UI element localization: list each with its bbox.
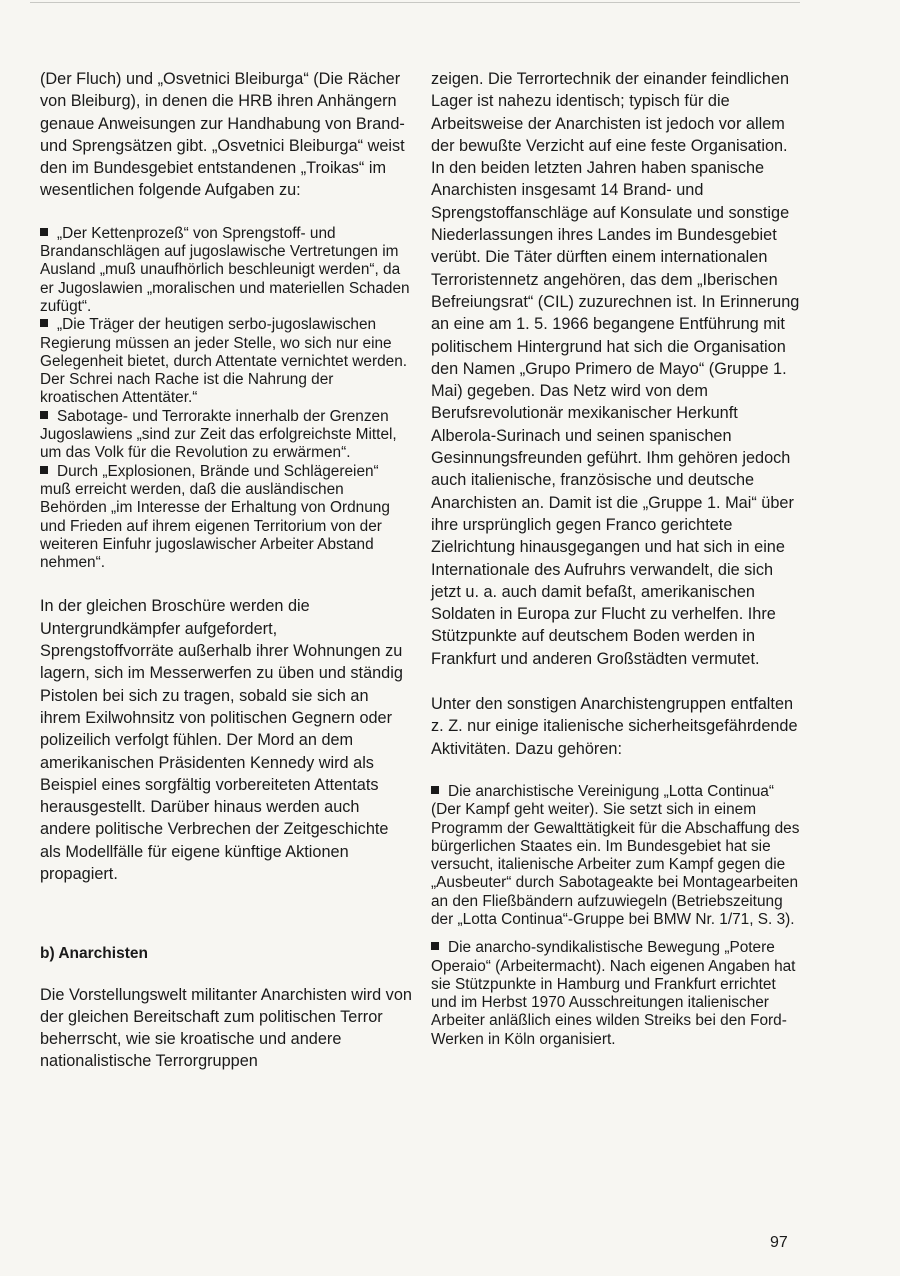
body-paragraph: Unter den sonstigen Anarchistengruppen entfalten z. Z. nur einige italienische sicherheitsgefährdende Aktivitäten. Dazu gehören:: [431, 695, 798, 758]
bullet-item: „Die Träger der heutigen serbo-jugoslawischen Regierung müssen an jeder Stelle, wo sich nur eine Gelegenheit bietet, durch Attentate vernichtet werden. Der Schrei nach Rache ist die Nahrung der kroatischen Attentäter.“: [40, 316, 408, 407]
section-heading: b) Anarchisten: [40, 945, 148, 963]
bullet-item: Die anarcho-syndikalistische Bewegung „Potere Operaio“ (Arbeitermacht). Nach eigenen Angaben hat sie Stützpunkte in Hamburg und Frankfurt errichtet und im Herbst 1970 Ausschreitungen italienischer Arbeiter anläßlich eines wilden Streiks bei den Ford-Werken in Köln organisiert.: [431, 939, 796, 1048]
intro-paragraph: (Der Fluch) und „Osvetnici Bleiburga“ (Die Rächer von Bleiburg), in denen die HRB ihren Anhängern genaue Anweisungen zur Handhabung von Brand- und Sprengsätzen gibt. „Osvetnici Bleiburga“ weist den im Bundesgebiet entstandenen „Troikas“ im wesentlichen folgende Aufgaben zu:: [40, 70, 405, 200]
bullet-item: „Der Kettenprozeß“ von Sprengstoff- und Brandanschlägen auf jugoslawische Vertretungen im Ausland „muß unaufhörlich beschleunigt werden“, da er Jugoslawien „moralischen und materiellen Schaden zufügt“.: [40, 224, 410, 315]
closing-paragraph: Die Vorstellungswelt militanter Anarchisten wird von der gleichen Bereitschaft zum politischen Terror beherrscht, wie sie kroatische und andere nationalistische Terrorgruppen: [40, 985, 412, 1071]
top-rule: [30, 2, 800, 3]
bullet-square-icon: [431, 942, 439, 950]
body-paragraph: zeigen. Die Terrortechnik der einander feindlichen Lager ist nahezu identisch; typisch für die Arbeitsweise der Anarchisten ist jedoch vor allem der bewußte Verzicht auf eine feste Organisation.: [431, 70, 790, 155]
page-number: 97: [770, 1234, 788, 1251]
bullet-item: Die anarchistische Vereinigung „Lotta Continua“ (Der Kampf geht weiter). Sie setzt sich in einem Programm der Gewalttätigkeit für die Abschaffung des bürgerlichen Staates ein. Im Bundesgebiet hat sie versucht, italienische Arbeiter zum Kampf gegen die „Ausbeuter“ durch Sabotageakte bei Montagearbeiten an den Fließbändern aufzuwiegeln (Betriebszeitung der „Lotta Continua“-Gruppe bei BMW Nr. 1/71, S. 3).: [431, 782, 800, 928]
bullet-square-icon: [40, 319, 48, 327]
bullet-item: Sabotage- und Terrorakte innerhalb der Grenzen Jugoslawiens „sind zur Zeit das erfolgreichste Mittel, um das Volk für die Revolution zu erwärmen“.: [40, 407, 397, 462]
bullet-square-icon: [40, 466, 48, 474]
body-paragraph: In den beiden letzten Jahren haben spanische Anarchisten insgesamt 14 Brand- und Sprengstoffanschläge auf Konsulate und sonstige Niederlassungen ihres Landes im Bundesgebiet verübt. Die Täter dürften einem internationalen Terroristennetz angehören, das dem „Iberischen Befreiungsrat“ (CIL) zuzurechnen ist. In Erinnerung an eine am 1. 5. 1966 begangene Entführung mit politischem Hintergrund hat sich die Organisation den Namen „Grupo Primero de Mayo“ (Gruppe 1. Mai) gegeben. Das Netz wird von dem Berufsrevolutionär mexikanischer Herkunft Alberola-Surinach und seinen spanischen Gesinnungsfreunden geführt. Ihm gehören jedoch auch italienische, französische und deutsche Anarchisten an. Damit ist die „Gruppe 1. Mai“ über ihre ursprünglich gegen Franco gerichtete Zielrichtung hinausgegangen und hat sich in eine Internationale des Aufruhrs verwandelt, die sich jetzt u. a. auch damit befaßt, amerikanischen Soldaten in Europa zur Flucht zu verhelfen. Ihre Stützpunkte auf deutschem Boden werden in Frankfurt und anderen Großstädten vermutet.: [431, 159, 800, 668]
bullet-square-icon: [431, 786, 439, 794]
bullet-square-icon: [40, 411, 48, 419]
left-column: [40, 68, 412, 1073]
bullet-item: Durch „Explosionen, Brände und Schlägereien“ muß erreicht werden, daß die ausländischen Behörden „im Interesse der Erhaltung von Ordnung und Frieden auf ihrem eigenen Territorium von der weiteren Einfuhr jugoslawischer Arbeiter Abstand nehmen“.: [40, 462, 390, 572]
right-column: [431, 68, 803, 1049]
body-paragraph: In der gleichen Broschüre werden die Untergrundkämpfer aufgefordert, Sprengstoffvorräte außerhalb ihrer Wohnungen zu lagern, sich im Messerwerfen zu üben und ständig Pistolen bei sich zu tragen, sobald sie sich an ihrem Exilwohnsitz von politischen Gegnern oder polizeilich verfolgt fühlen. Der Mord an dem amerikanischen Präsidenten Kennedy wird als Beispiel eines sorgfältig vorbereiteten Attentats herausgestellt. Darüber hinaus werden auch andere politische Verbrechen der Zeitgeschichte als Modellfälle für eigene künftige Aktionen propagiert.: [40, 597, 403, 883]
bullet-square-icon: [40, 228, 48, 236]
